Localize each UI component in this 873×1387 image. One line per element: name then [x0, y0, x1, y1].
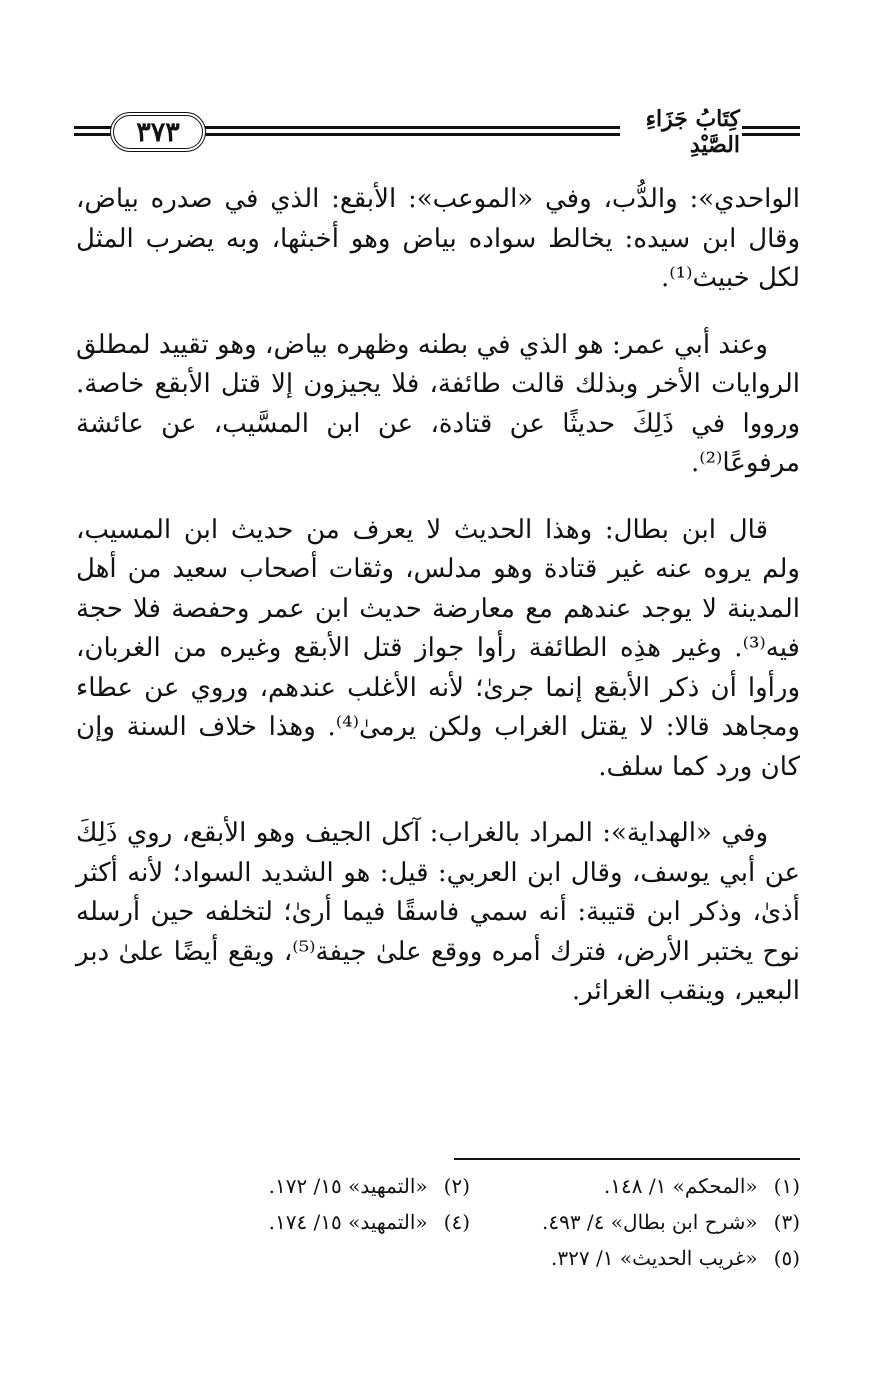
running-title: كِتَابُ جَزَاءِ الصَّيْدِ: [645, 106, 740, 158]
footnote-number: (٤): [443, 1210, 470, 1234]
footnote-separator: [454, 1158, 800, 1160]
footnote-number: (١): [773, 1174, 800, 1198]
footnote-text: «التمهيد» ١٥/ ١٧٤.: [268, 1210, 428, 1234]
footnote-row: [140, 1204, 800, 1240]
footnote-text: «المحكم» ١/ ١٤٨.: [603, 1174, 758, 1198]
footnote-3: [470, 1204, 800, 1240]
paragraph-4: وفي «الهداية»: المراد بالغراب: آكل الجيف وهو الأبقع، روي ذَلِكَ عن أبي يوسف، وقال ابن العربي: قيل: هو الشديد السواد؛ لأنه أكثر أذىٰ، وذكر ابن قتيبة: أنه سمي فاسقًا فيما أرىٰ؛ لتخلفه حين أرسله نوح يختبر الأرض، فترك أمره ووقع علىٰ جيفة⁽⁵⁾، ويقع أيضًا علىٰ دبر البعير، وينقب الغرائر.: [76, 818, 801, 1006]
footnote-text: «شرح ابن بطال» ٤/ ٤٩٣.: [541, 1210, 758, 1234]
footnotes: [140, 1168, 800, 1276]
footnote-text: «التمهيد» ١٥/ ١٧٢.: [268, 1174, 428, 1198]
footnote-row: [140, 1168, 800, 1204]
footnote-2: [140, 1168, 470, 1204]
footnote-number: (٢): [443, 1174, 470, 1198]
footnote-number: (٥): [773, 1246, 800, 1270]
footnote-5: [470, 1240, 800, 1276]
paragraph-3: قال ابن بطال: وهذا الحديث لا يعرف من حديث ابن المسيب، ولم يروه عنه غير قتادة وهو مدلس، وثقات أصحاب سعيد من أهل المدينة لا يوجد عندهم مع معارضة حديث ابن عمر وحفصة فلا حجة فيه⁽³⁾. وغير هذِه الطائفة رأوا جواز قتل الأبقع وغيره من الغربان، ورأوا أن ذكر الأبقع إنما جرىٰ؛ لأنه الأغلب عندهم، وروي عن عطاء ومجاهد قالا: لا يقتل الغراب ولكن يرمىٰ⁽⁴⁾. وهذا خلاف السنة وإن كان ورد كما سلف.: [76, 514, 800, 782]
header-rule-right: [742, 126, 800, 136]
footnote-4: [140, 1204, 470, 1240]
header-rule-middle: [200, 126, 620, 136]
paragraph-1: الواحدي»: والدُّب، وفي «الموعب»: الأبقع: الذي في صدره بياض، وقال ابن سيده: يخالط سواده بياض وهو أخبثها، وبه يضرب المثل لكل خبيث⁽¹⁾.: [76, 184, 800, 293]
header-rule-left: [74, 126, 114, 136]
footnote-row: [140, 1240, 800, 1276]
footnote-1: [470, 1168, 800, 1204]
paragraph-2: وعند أبي عمر: هو الذي في بطنه وظهره بياض، وهو تقييد لمطلق الروايات الأخر وبذلك قالت طائفة، فلا يجيزون إلا قتل الأبقع خاصة. ورووا في ذَلِكَ حديثًا عن قتادة، عن ابن المسَّيب، عن عائشة مرفوعًا⁽²⁾.: [76, 329, 800, 478]
footnote-text: «غريب الحديث» ١/ ٣٢٧.: [551, 1246, 758, 1270]
page-header: [74, 106, 800, 164]
footnote-number: (٣): [773, 1210, 800, 1234]
page-number: ٣٧٣: [110, 112, 206, 152]
main-text: [76, 180, 800, 1012]
